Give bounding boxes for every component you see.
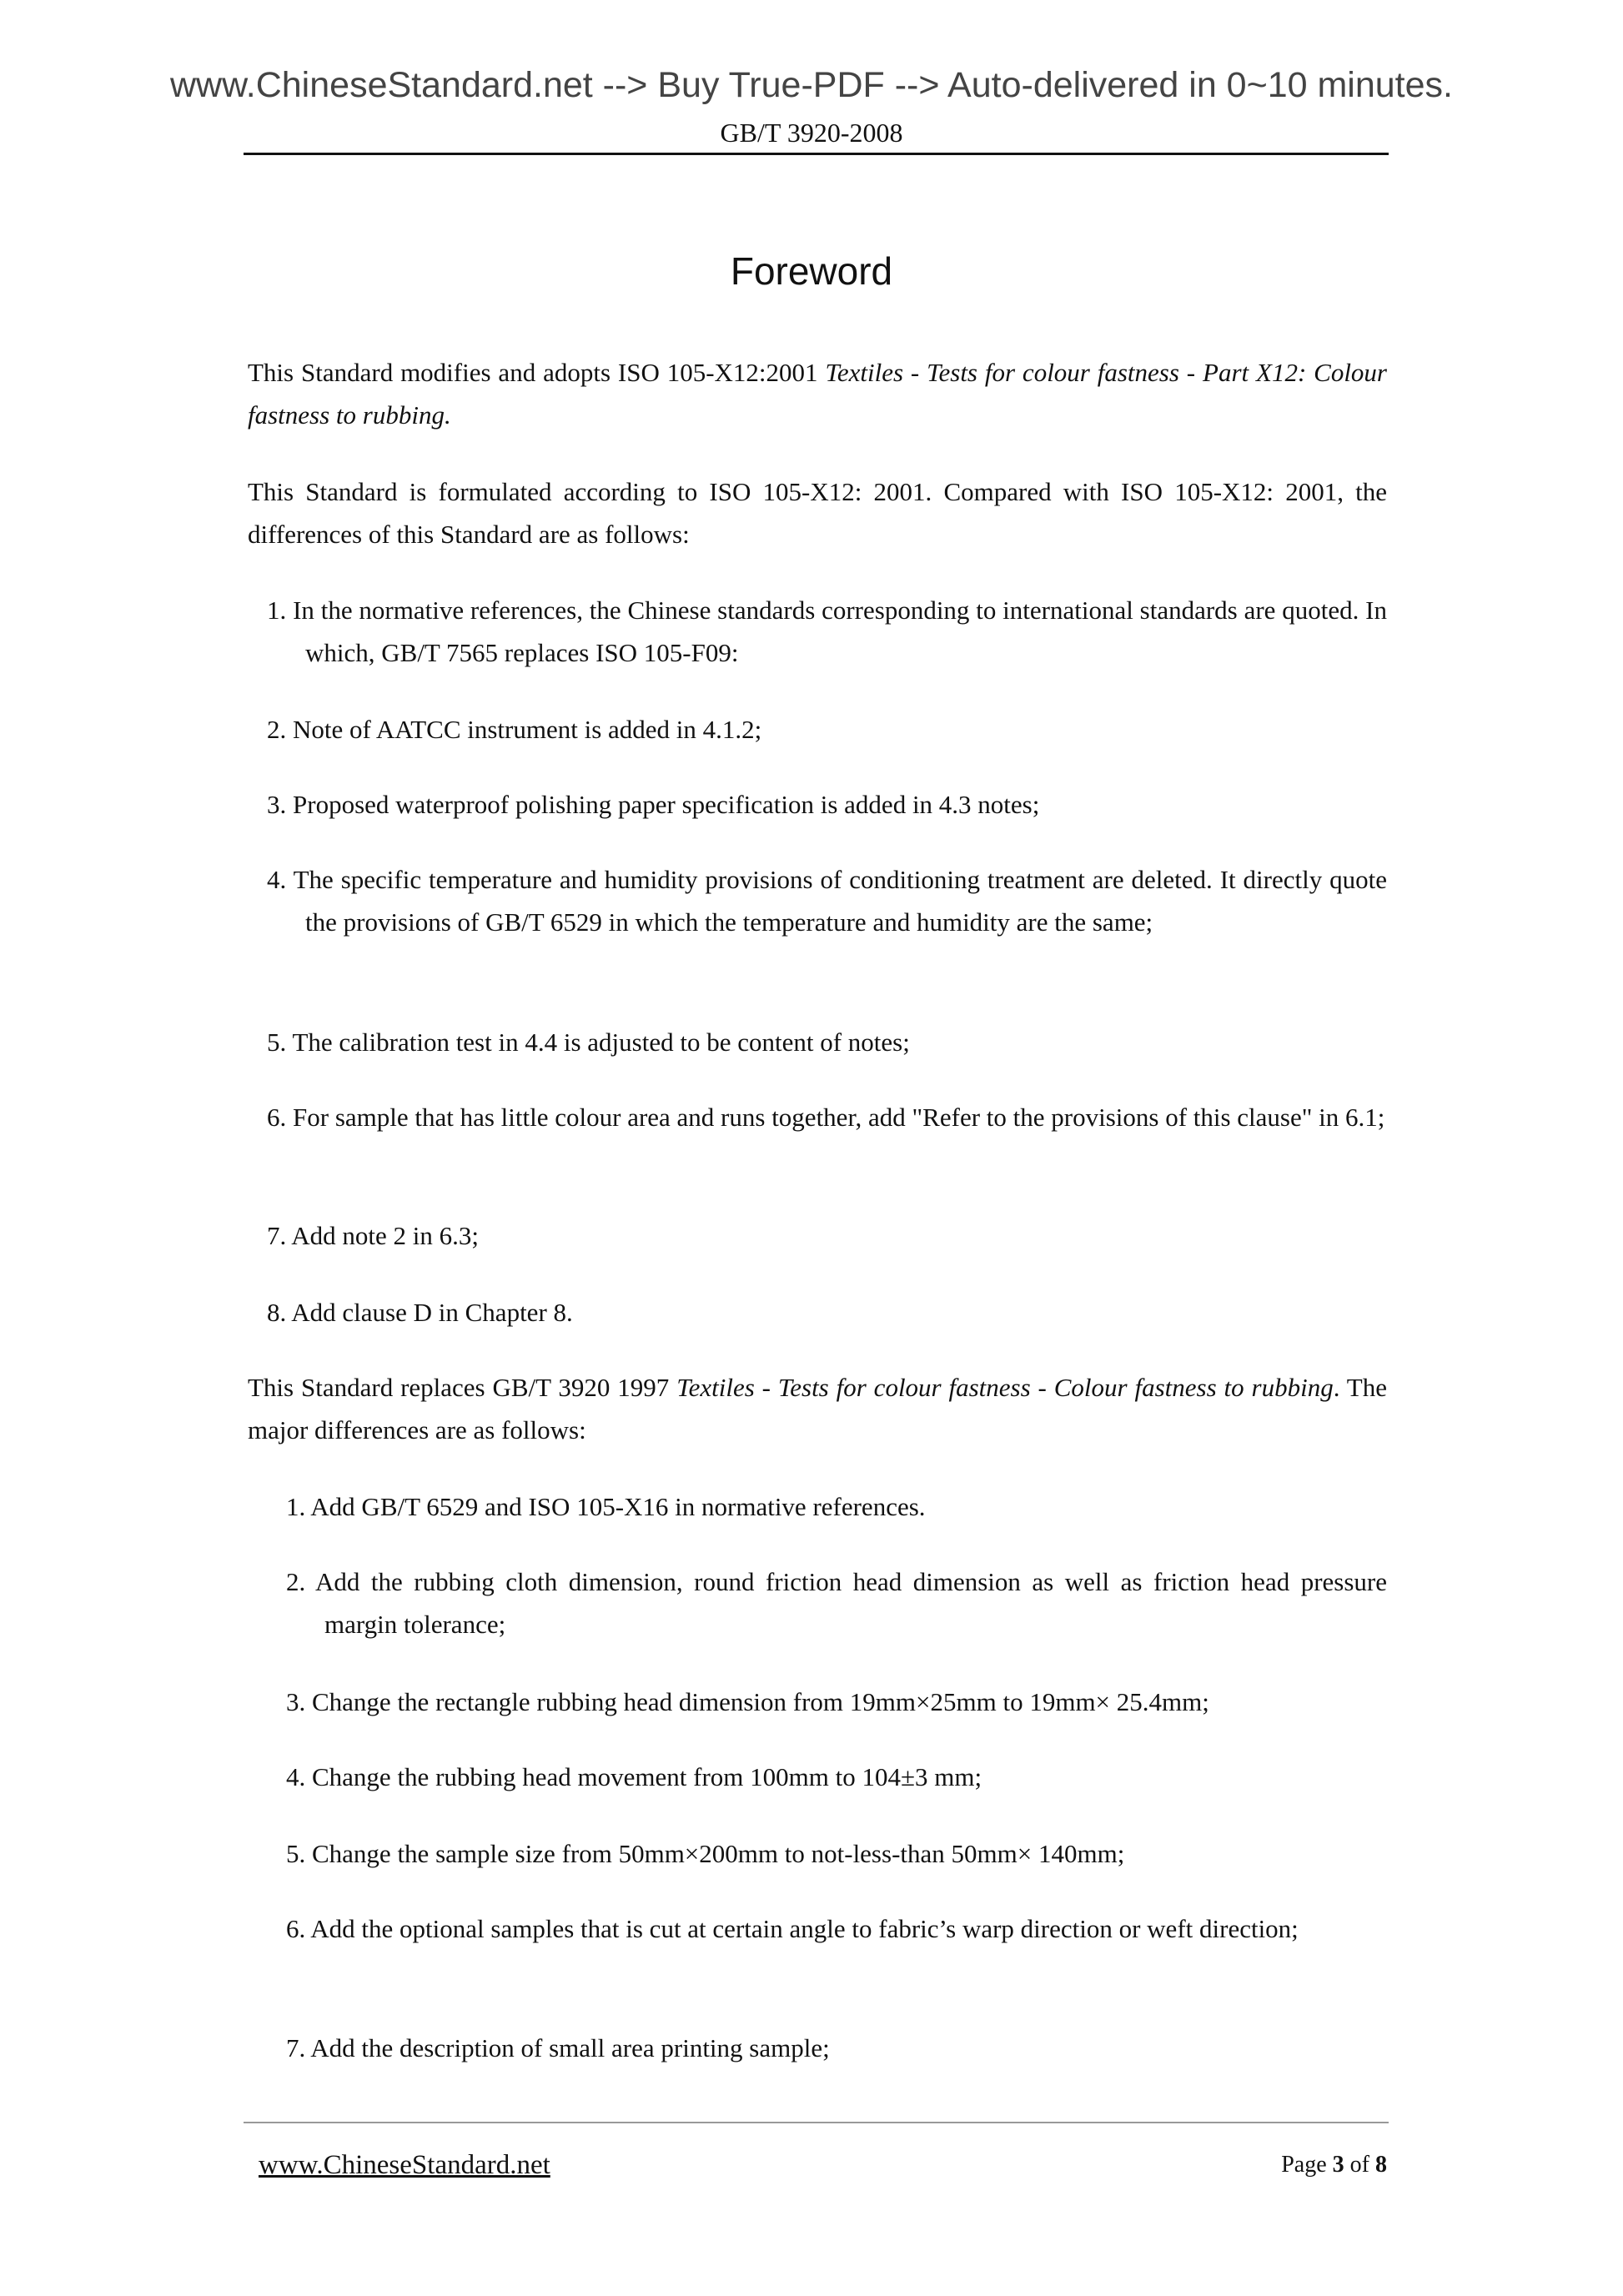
of-label: of [1344,2152,1375,2178]
text: This Standard modifies and adopts ISO 105-X12:2001 [248,358,826,387]
list-item: 5. Change the sample size from 50mm×200mm to not-less-than 50mm× 140mm; [286,1839,1125,1868]
list-item: 7. Add the description of small area printing sample; [286,2033,830,2062]
list-item: 8. Add clause D in Chapter 8. [267,1298,573,1327]
total-pages: 8 [1375,2152,1387,2178]
list-item: 2. Note of AATCC instrument is added in 4.1.2; [267,715,762,744]
list-item: 2. Add the rubbing cloth dimension, round friction head dimension as well as friction head pressure margin tolerance; [286,1567,1387,1639]
list-item: 5. The calibration test in 4.4 is adjusted to be content of notes; [267,1027,910,1057]
header-banner: www.ChineseStandard.net --> Buy True-PDF --> Auto-delivered in 0~10 minutes. [169,65,1453,105]
list-item: 7. Add note 2 in 6.3; [267,1221,480,1250]
italic-title: Textiles - Tests for colour fastness - Part X12: Colour fastness to rubbing. [248,358,1387,430]
list-item: 4. Change the rubbing head movement from 100mm to 104±3 mm; [286,1762,982,1791]
paragraph-differences: This Standard is formulated according to ISO 105-X12: 2001. Compared with ISO 105-X12: 2001, the differences of this Standard are as follows: [248,477,1387,549]
footer-website-link[interactable]: www.ChineseStandard.net [259,2150,550,2180]
list-item: 6. For sample that has little colour area and runs together, add "Refer to the provisions of this clause" in 6.1; [267,1103,1385,1132]
italic-title: Textiles - Tests for colour fastness - Colour fastness to rubbing [676,1373,1334,1402]
list-item: 1. In the normative references, the Chinese standards corresponding to international standards are quoted. In which, GB/T 7565 replaces ISO 105-F09: [267,595,1387,667]
list-item: 4. The specific temperature and humidity provisions of conditioning treatment are deleted. It directly quote the provisions of GB/T 6529 in which the temperature and humidity are the same; [267,865,1387,937]
paragraph-replaces [248,1366,1387,1451]
page-title: Foreword [730,249,893,293]
document-id: GB/T 3920-2008 [720,118,903,148]
list-item: 1. Add GB/T 6529 and ISO 105-X16 in normative references. [286,1492,926,1521]
paragraph-intro [248,351,1387,436]
text: . The major differences are as follows: [248,1373,1387,1444]
current-page: 3 [1332,2152,1344,2178]
list-item: 3. Proposed waterproof polishing paper specification is added in 4.3 notes; [267,790,1040,819]
list-item: 3. Change the rectangle rubbing head dimension from 19mm×25mm to 19mm× 25.4mm; [286,1687,1209,1716]
footer-divider [244,2122,1389,2123]
page-label: Page [1281,2152,1333,2178]
text: This Standard replaces GB/T 3920 1997 [248,1373,677,1402]
header-divider [244,153,1389,155]
list-item: 6. Add the optional samples that is cut at certain angle to fabric’s warp direction or weft direction; [286,1914,1299,1943]
page-number [1281,2152,1387,2178]
